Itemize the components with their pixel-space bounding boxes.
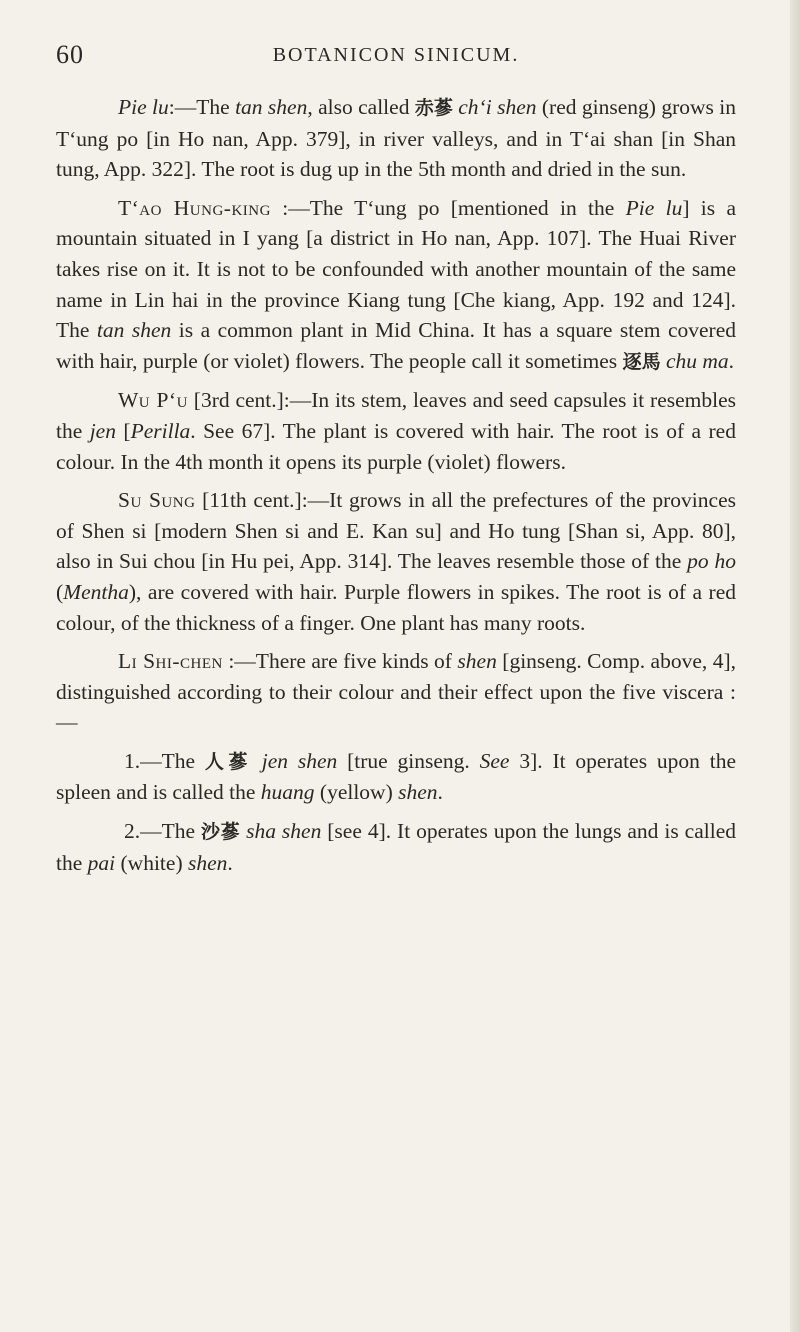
paragraph-pie-lu [56,92,736,185]
page-number: 60 [56,40,84,69]
page-body [56,92,736,886]
text-run: ( [56,579,64,604]
author-name: Su Sung [118,488,196,513]
text-run: is a common plant in Mid China. It has a square stem covered with hair, purple (or violet) flowers. The people call it sometimes [56,318,736,373]
text-run: [true ginseng. [337,748,480,773]
italic-term: See [479,748,510,773]
chinese-characters: 沙蔘 [201,821,241,844]
text-run: :—There are five kinds of [222,649,458,674]
italic-term: ch‘i shen [458,95,537,119]
text-run: . [437,780,443,805]
text-run: [ginseng. Comp. above, 4], distinguished according to their colour and their effect upon the five viscera :— [56,649,737,735]
text-run: 2.—The [124,819,201,844]
italic-term: Pie lu [625,195,683,220]
italic-term: shen [187,850,228,875]
italic-term: jen [89,418,116,443]
text-run: 1.—The [124,748,205,773]
chinese-characters: 人蔘 [204,750,252,773]
italic-term: tan shen [96,318,172,343]
paragraph-su-sung [56,485,736,638]
paragraph-wu-pu [56,385,736,477]
author-name: T‘ao Hung-king [118,195,271,220]
text-run: . See 67]. The plant is covered with hair. The root is of a red colour. In the 4th month it opens its purple (violet) flowers. [56,418,736,474]
page-edge-shadow [790,0,800,1332]
italic-term: po ho [687,549,737,574]
paragraph-li-shi-chen [56,646,736,738]
text-run: (red ginseng) grows in T‘ung po [in Ho nan, App. 379], in river valleys, and in T‘ai shan [in Shan tung, App. 322]. The root is dug up in the 5th month and dried in the sun. [56,95,736,182]
chinese-characters: 赤蔘 [414,97,453,119]
text-run: . [728,348,735,373]
text-run: , also called [307,95,415,119]
text-run: [ [115,418,131,443]
text-run: (yellow) [314,780,399,805]
text-run: ), are covered with hair. Purple flowers in spikes. The root is of a red colour, of the thickness of a finger. One plant has many roots. [56,579,736,635]
text-run: [3rd cent.]:—In its stem, leaves and seed capsules it resembles the [56,388,737,443]
page-header [56,40,736,70]
text-run: 3]. It operates upon the spleen and is called the [56,748,737,805]
italic-term: tan shen [235,95,308,119]
italic-term: Mentha [63,579,129,604]
text-run: ] is a mountain situated in I yang [a district in Ho nan, App. 107]. The Huai River takes rise on it. It is not to be confounded with another mountain of the same name in Lin hai in the province Kiang tung [Che kiang, App. 192 and 124]. The [56,195,737,343]
author-name: Li Shi-chen [118,649,223,674]
text-run: (white) [115,850,188,875]
enumerated-item-2 [56,816,736,878]
italic-term: pai [87,850,116,875]
text-run: . [227,850,233,875]
text-run: :—The T‘ung po [mentioned in the [270,195,626,220]
italic-term: jen shen [261,748,338,773]
source-term: Pie lu [118,95,169,119]
text-run: :—The [168,95,236,119]
enumerated-item-1 [56,746,736,808]
paragraph-tao-hung-king [56,193,736,378]
italic-term: shen [398,780,438,805]
italic-term: chu ma [665,348,729,373]
italic-term: Perilla [130,418,191,443]
italic-term: huang [260,780,315,805]
text-run: [11th cent.]:—It grows in all the prefectures of the provinces of Shen si [modern Shen si and E. Kan su] and Ho tung [Shan si, App. 80], also in Sui chou [in Hu pei, App. 314]. The leaves resemble those of the [56,488,736,574]
text-run: [see 4]. It operates upon the lungs and is called the [56,819,736,875]
chinese-characters: 逐馬 [622,350,661,373]
italic-term: shen [457,649,497,674]
author-name: Wu P‘u [118,388,188,413]
italic-term: sha shen [246,819,322,844]
running-title: BOTANICON SINICUM. [272,44,520,66]
